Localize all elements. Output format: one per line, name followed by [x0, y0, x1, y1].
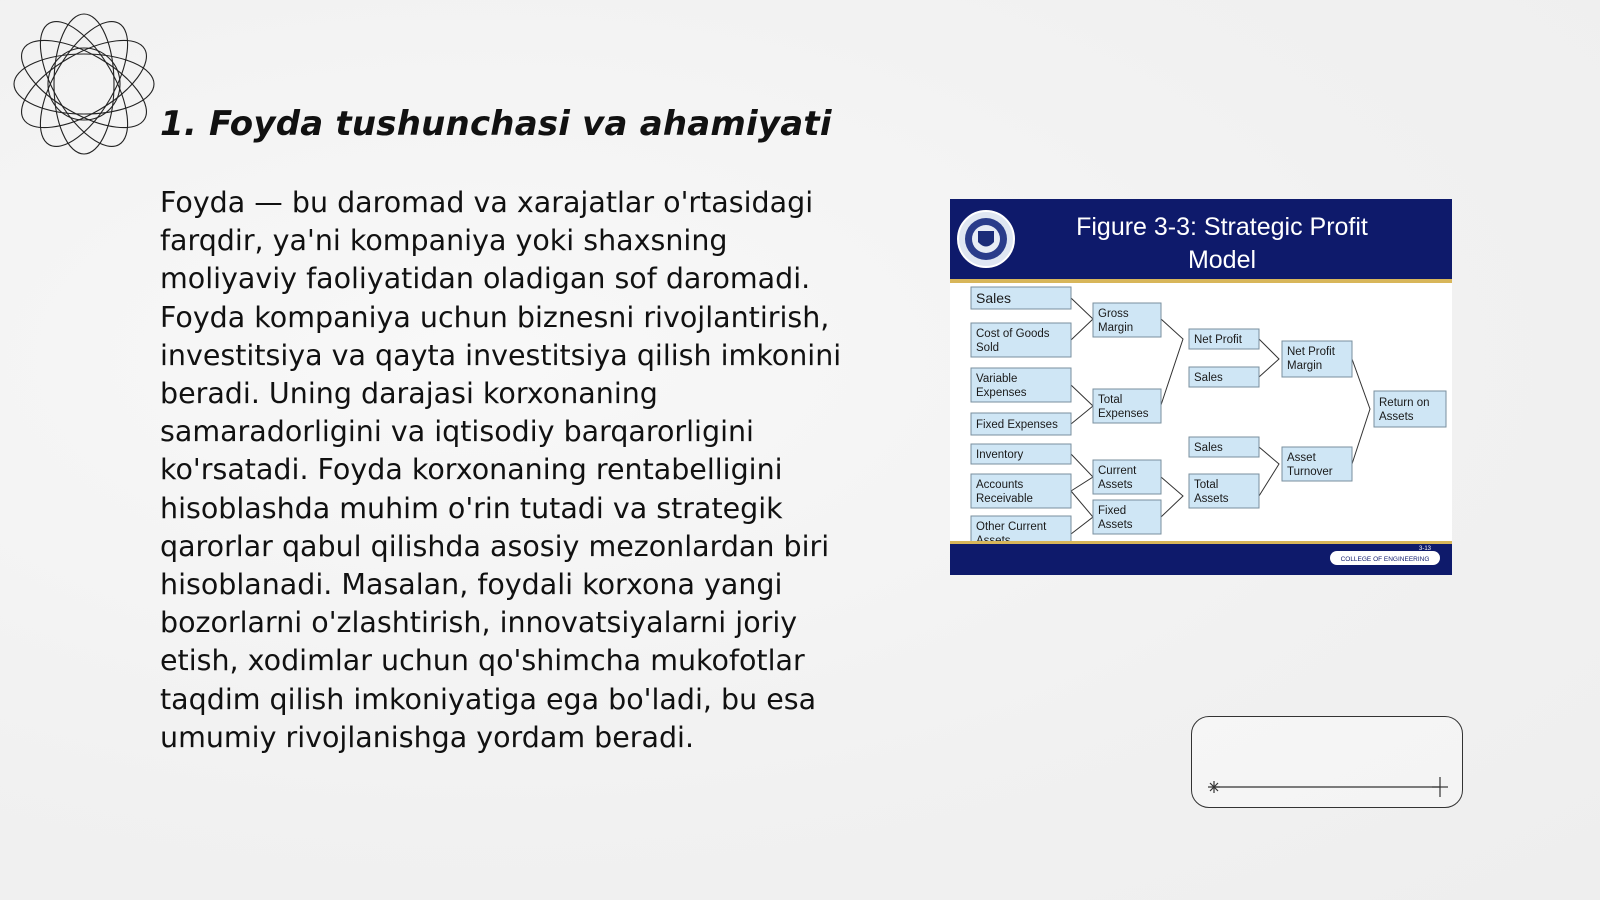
sparkle-icon — [1208, 781, 1220, 793]
label-ar-2: Receivable — [976, 493, 1033, 505]
label-at-2: Turnover — [1287, 466, 1333, 478]
label-npm-1: Net Profit — [1287, 346, 1335, 358]
label-ar-1: Accounts — [976, 479, 1024, 491]
label-roa-1: Return on — [1379, 397, 1430, 409]
label-net-profit: Net Profit — [1194, 334, 1242, 346]
figure-title-line1: Figure 3-3: Strategic Profit — [1076, 213, 1368, 241]
strategic-profit-model-figure — [950, 199, 1452, 575]
label-gm-1: Gross — [1098, 308, 1129, 320]
label-var-1: Variable — [976, 373, 1018, 385]
label-gm-2: Margin — [1098, 322, 1134, 334]
decorative-card — [1191, 716, 1463, 808]
figure-title-line2: Model — [1187, 246, 1257, 274]
footer-college-label: COLLEGE OF ENGINEERING — [1340, 556, 1430, 563]
label-oca-1: Other Current — [976, 521, 1047, 533]
label-inventory: Inventory — [976, 449, 1024, 461]
label-ta-2: Assets — [1194, 493, 1229, 505]
label-te-2: Expenses — [1098, 408, 1149, 420]
label-sales-2: Sales — [1194, 372, 1223, 384]
label-fixed-expenses: Fixed Expenses — [976, 419, 1058, 431]
decorative-circles-icon — [10, 10, 158, 158]
label-var-2: Expenses — [976, 387, 1027, 399]
footer-page-mark: 3-13 — [1418, 546, 1432, 552]
label-ca-1: Current — [1098, 465, 1137, 477]
star-icon — [1432, 777, 1448, 797]
label-npm-2: Margin — [1287, 360, 1323, 372]
slide-title: 1. Foyda tushunchasi va ahamiyati — [160, 104, 832, 144]
label-ca-2: Assets — [1098, 479, 1133, 491]
college-seal-icon — [958, 211, 1014, 267]
slide-body-text: Foyda — bu daromad va xarajatlar o'rtasidagi farqdir, ya'ni kompaniya yoki shaxsning moliyaviy faoliyatidan oladigan sof daromadi. Foyda kompaniya uchun biznesni rivojlantirish, investitsiya va qayta investitsiya qilish imkonini beradi. Uning darajasi korxonaning samaradorligini va iqtisodiy barqarorligini ko'rsatadi. Foyda korxonaning rentabelligini hisoblashda muhim o'rin tutadi va strategik qarorlar qabul qilishda asosiy mezonlardan biri hisoblanadi. Masalan, foydali korxona yangi bozorlarni o'zlashtirish, innovatsiyalarni joriy etish, xodimlar uchun qo'shimcha mukofotlar taqdim qilish imkoniyatiga ega bo'ladi, bu esa umumiy rivojlanishga yordam beradi. — [160, 186, 842, 754]
label-at-1: Asset — [1287, 452, 1316, 464]
label-ta-1: Total — [1194, 479, 1219, 491]
label-roa-2: Assets — [1379, 411, 1414, 423]
label-cogs-1: Cost of Goods — [976, 328, 1050, 340]
label-te-1: Total — [1098, 394, 1123, 406]
label-cogs-2: Sold — [976, 342, 1000, 354]
label-sales: Sales — [976, 290, 1012, 306]
label-fa-1: Fixed — [1098, 505, 1127, 517]
label-sales-3: Sales — [1194, 442, 1223, 454]
label-fa-2: Assets — [1098, 519, 1133, 531]
